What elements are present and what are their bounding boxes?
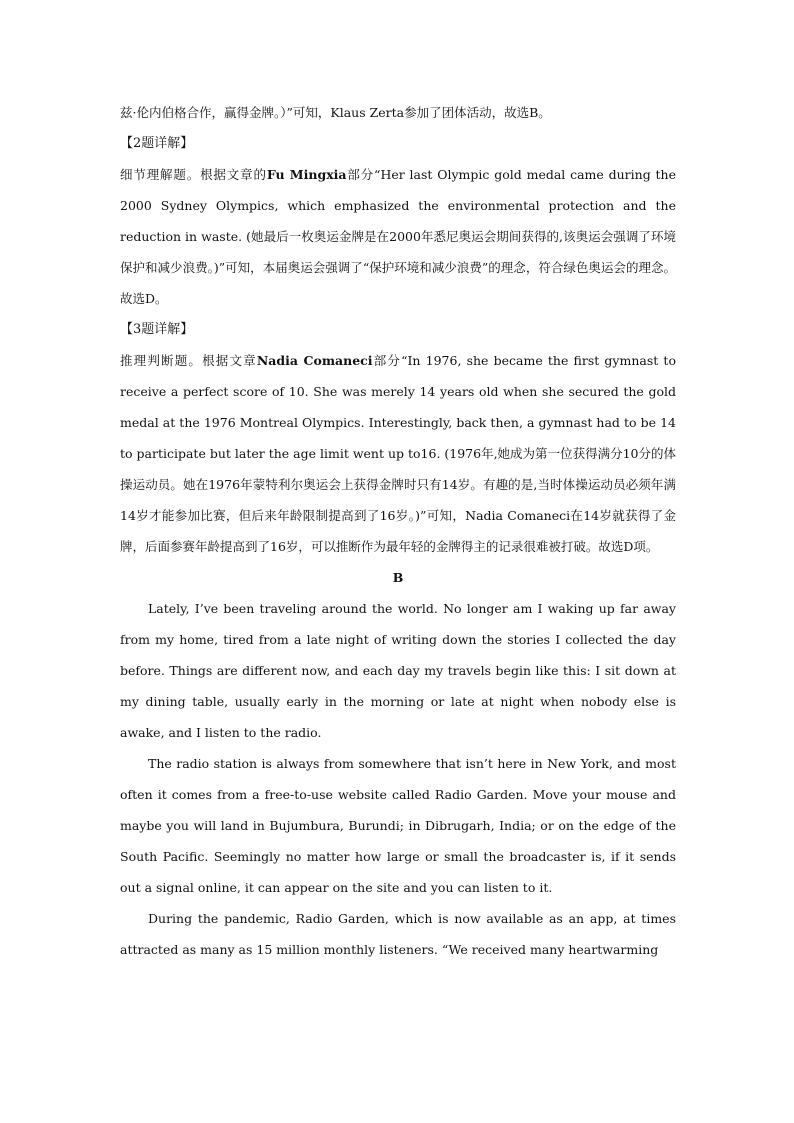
passage-b-paragraph-3: During the pandemic, Radio Garden, which is now available as an app, at times attracted as many as 15 million monthly listeners. “We received many heartwarming bbox=[120, 911, 676, 957]
answer-2-lead: 细节理解题。根据文章的 bbox=[120, 167, 267, 182]
answer-1-text: 兹·伦内伯格合作，赢得金牌。）”可知，Klaus Zerta参加了团体活动，故选B。 bbox=[120, 105, 551, 120]
answer-1-tail bbox=[120, 97, 676, 128]
answer-3-body: 部分“In 1976, she became the first gymnast to receive a perfect score of 10. She was merely 14 years old when she secured the gold medal at the 1976 Montreal Olympics. Interestingly, back then, a gymnast had to be 14 to participate but later the age limit went up to16. (1976年,她成为第一位获得满分10分的体操运动员。她在1976年蒙特利尔奥运会上获得金牌时只有14岁。有趣的是,当时体操运动员必须年满14岁才能参加比赛，但后来年龄限制提高到了16岁。)”可知，Nadia Comaneci在14岁就获得了金牌，后面参赛年龄提高到了16岁，可以推断作为最年轻的金牌得主的记录很难被打破。故选D项。 bbox=[120, 353, 676, 554]
answer-2-keyword: Fu Mingxia bbox=[266, 167, 347, 182]
answer-3-keyword: Nadia Comaneci bbox=[256, 353, 373, 368]
answer-3-paragraph bbox=[120, 345, 676, 562]
answer-2-paragraph bbox=[120, 159, 676, 314]
passage-b-paragraph-1: Lately, I’ve been traveling around the world. No longer am I waking up far away from my home, tired from a late night of writing down the stories I collected the day before. Things are different now, and each day my travels begin like this: I sit down at my dining table, usually early in the morning or late at night when nobody else is awake, and I listen to the radio. bbox=[120, 601, 676, 740]
document-page bbox=[120, 97, 676, 965]
passage-b-paragraph-2: The radio station is always from somewhere that isn’t here in New York, and most often it comes from a free-to-use website called Radio Garden. Move your mouse and maybe you will land in Bujumbura, Burundi; in Dibrugarh, India; or on the edge of the South Pacific. Seemingly no matter how large or small the broadcaster is, if it sends out a signal online, it can appear on the site and you can listen to it. bbox=[120, 756, 676, 895]
section-title: B bbox=[392, 570, 404, 585]
answer-3-lead: 推理判断题。根据文章 bbox=[120, 353, 257, 368]
question-3-heading: 【3题详解】 bbox=[120, 322, 194, 337]
question-2-heading: 【2题详解】 bbox=[120, 136, 194, 151]
answer-2-body: 部分“Her last Olympic gold medal came during the 2000 Sydney Olympics, which emphasized the environmental protection and the reduction in waste. (她最后一枚奥运金牌是在2000年悉尼奥运会期间获得的,该奥运会强调了环境保护和减少浪费。)”可知，本届奥运会强调了“保护环境和减少浪费”的理念，符合绿色奥运会的理念。故选D。 bbox=[120, 167, 677, 306]
